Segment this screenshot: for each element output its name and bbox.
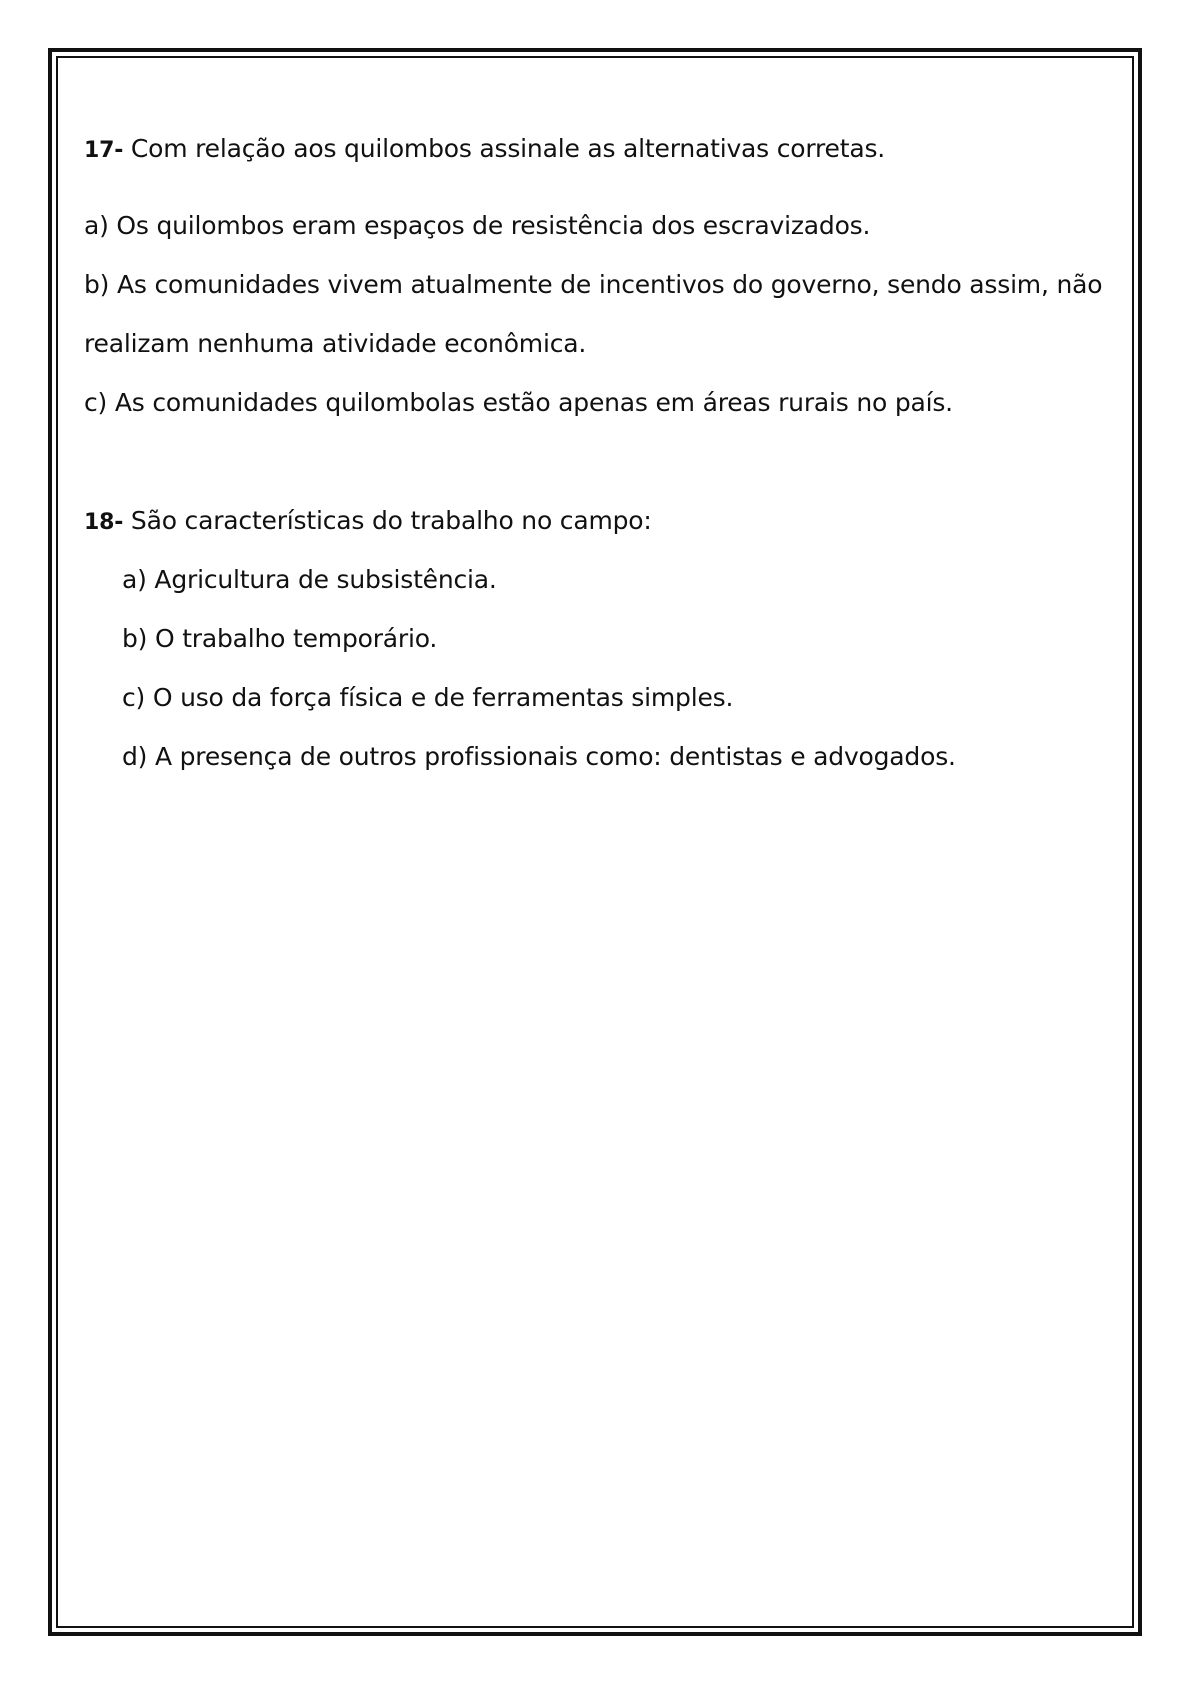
question-18-option-d: d) A presença de outros profissionais como: dentistas e advogados. [122, 742, 956, 771]
question-17-text: Com relação aos quilombos assinale as alternativas corretas. [130, 134, 886, 163]
question-17-option-a: a) Os quilombos eram espaços de resistência dos escravizados. [84, 211, 871, 240]
question-18-option-b: b) O trabalho temporário. [122, 624, 438, 653]
question-17-option-c: c) As comunidades quilombolas estão apenas em áreas rurais no país. [84, 388, 953, 417]
question-17-heading [84, 134, 885, 166]
question-17-number: 17- [84, 138, 124, 163]
question-18-number: 18- [84, 510, 124, 535]
question-18-heading [84, 506, 652, 538]
question-17-option-b-line2: realizam nenhuma atividade econômica. [84, 329, 587, 358]
question-18-option-a: a) Agricultura de subsistência. [122, 565, 497, 594]
question-18-text: São características do trabalho no campo: [130, 506, 652, 535]
question-17-option-b-line1: b) As comunidades vivem atualmente de incentivos do governo, sendo assim, não [84, 270, 1103, 299]
question-18-option-c: c) O uso da força física e de ferramentas simples. [122, 683, 734, 712]
